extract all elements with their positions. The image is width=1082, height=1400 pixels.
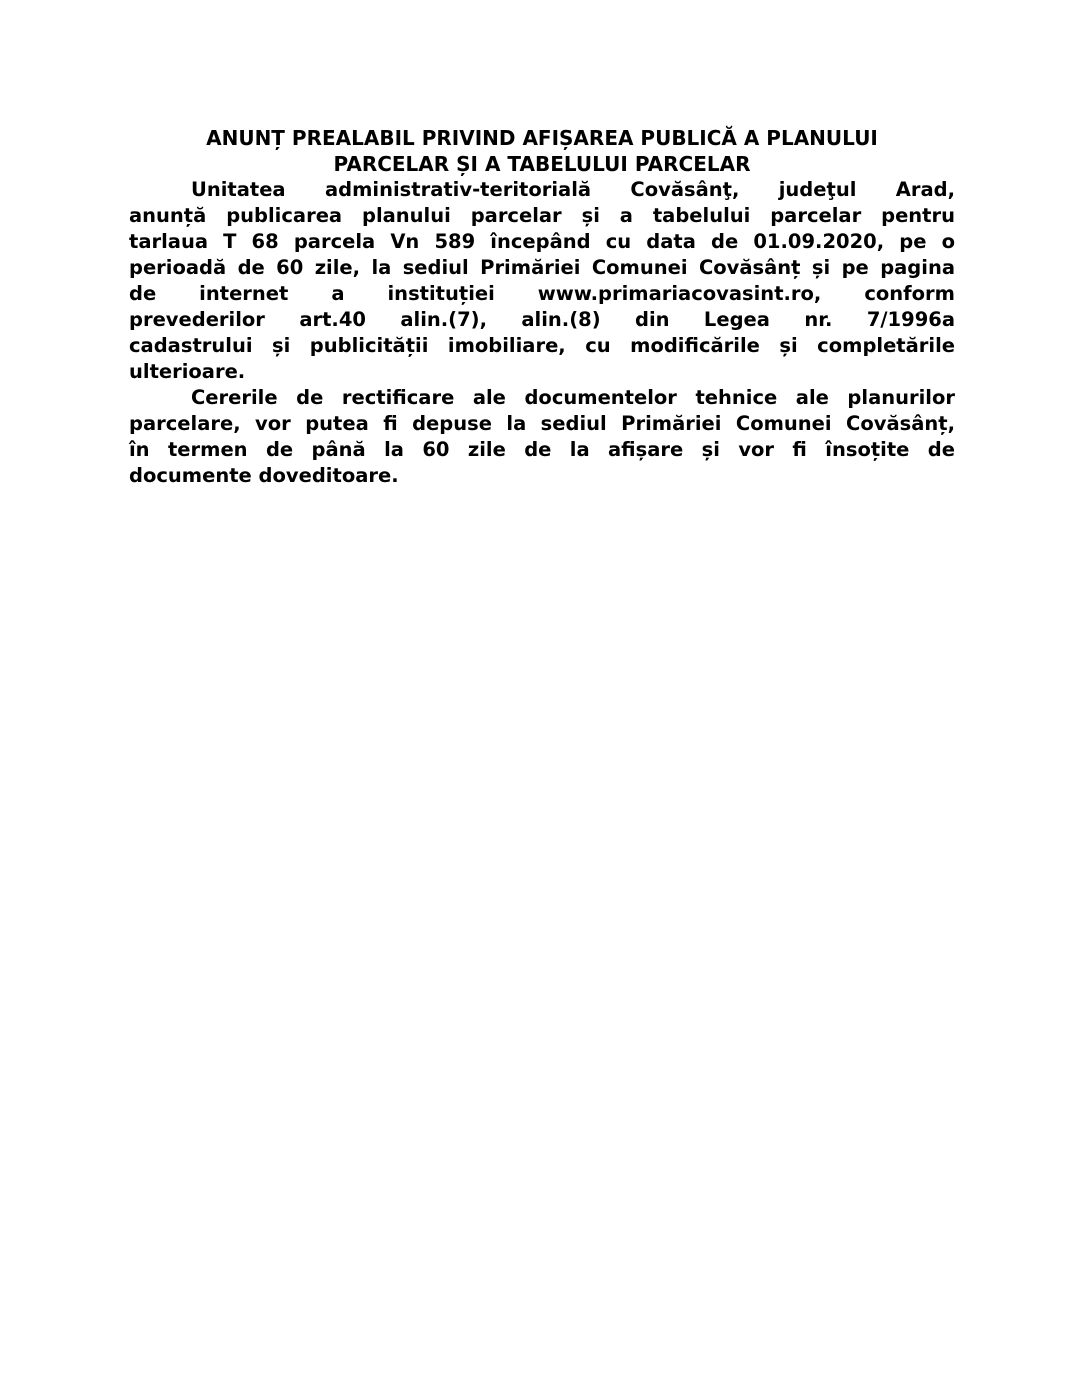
text-line: anunță publicarea planului parcelar și a tabelului parcelar pentru: [129, 204, 955, 227]
title-line: ANUNȚ PREALABIL PRIVIND AFIȘAREA PUBLICĂ A PLANULUI: [206, 126, 878, 150]
text-line: în termen de până la 60 zile de la afișare și vor fi însoțite de: [129, 438, 955, 461]
paragraph: [129, 385, 955, 489]
text-line: Cererile de rectificare ale documentelor tehnice ale planurilor: [191, 386, 955, 409]
paragraph: [129, 177, 955, 385]
text-line: ulterioare.: [129, 360, 246, 383]
text-line: perioadă de 60 zile, la sediul Primăriei Comunei Covăsânț și pe pagina: [129, 256, 955, 279]
text-line: documente doveditoare.: [129, 464, 399, 487]
document-body: [129, 177, 955, 489]
text-line: de internet a instituției www.primariacovasint.ro, conform: [129, 282, 955, 305]
text-line: parcelare, vor putea fi depuse la sediul Primăriei Comunei Covăsânț,: [129, 412, 955, 435]
document-title: [129, 125, 955, 177]
text-line: tarlaua T 68 parcela Vn 589 începând cu data de 01.09.2020, pe o: [129, 230, 955, 253]
title-line: PARCELAR ȘI A TABELULUI PARCELAR: [333, 152, 751, 176]
text-line: Unitatea administrativ-teritorială Covăsânţ, judeţul Arad,: [191, 178, 955, 201]
text-line: prevederilor art.40 alin.(7), alin.(8) din Legea nr. 7/1996a: [129, 308, 955, 331]
text-line: cadastrului și publicității imobiliare, cu modificările și completările: [129, 334, 955, 357]
